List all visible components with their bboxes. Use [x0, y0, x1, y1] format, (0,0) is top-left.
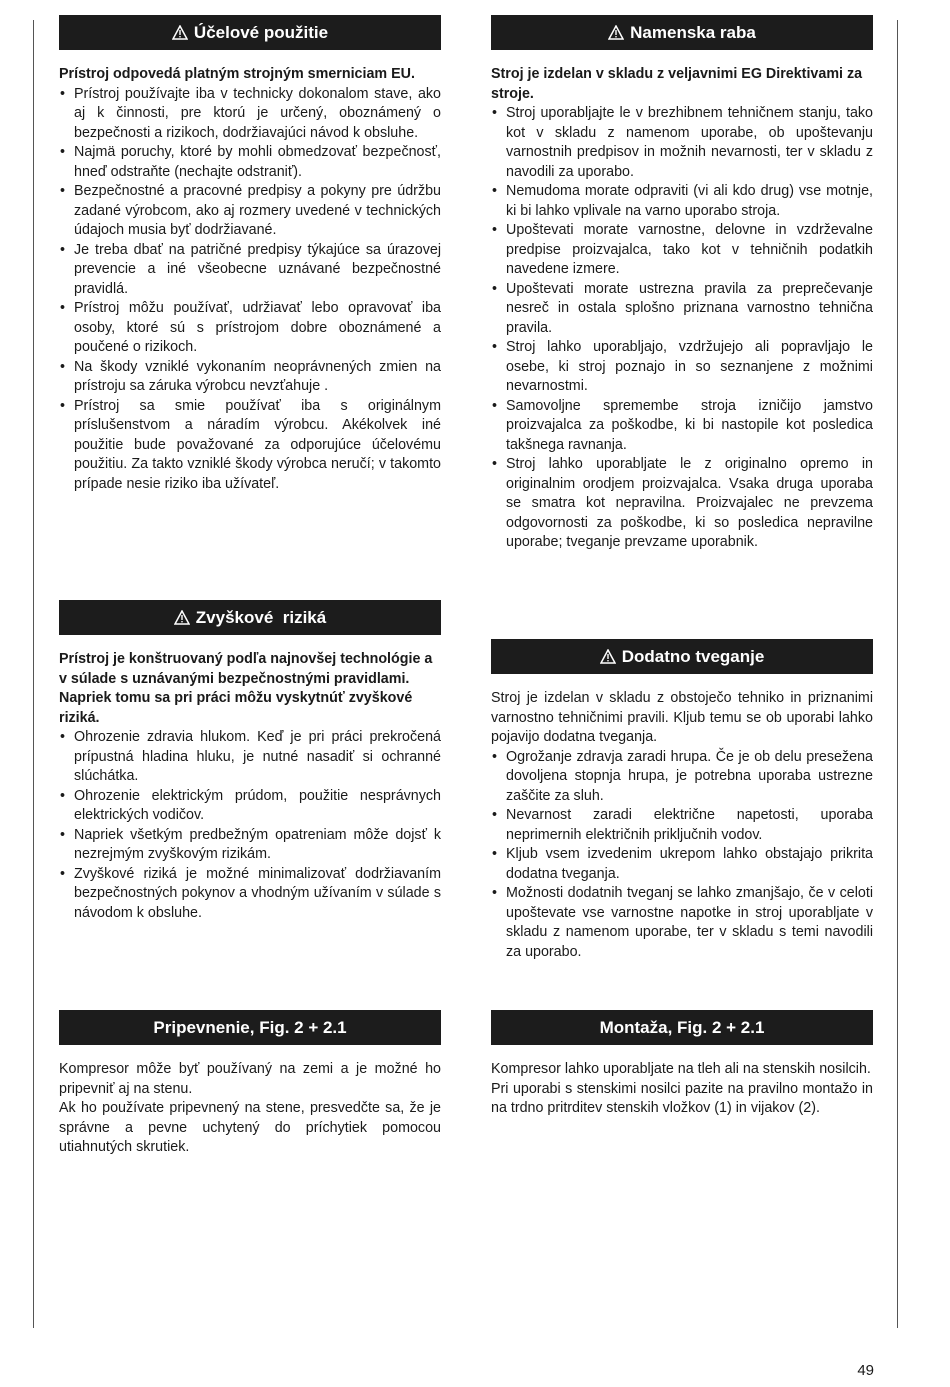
warning-triangle-icon [174, 610, 190, 625]
bullet-list [59, 728, 441, 923]
list-item: • Kljub vsem izvedenim ukrepom lahko obstajajo prikrita dodatna tveganja. [491, 845, 873, 884]
right-section-additional-risk [491, 639, 873, 962]
page-number: 49 [857, 1362, 874, 1379]
right-margin-rule [897, 20, 898, 1328]
bullet-list [59, 85, 441, 495]
bullet-list [491, 104, 873, 553]
left-section-intended-use [59, 15, 441, 494]
section-title: Montaža, Fig. 2 + 2.1 [599, 1017, 765, 1037]
section-lead: Stroj je izdelan v skladu z obstoječo tehniko in priznanimi varnostno tehničnimi pravili. Kljub temu se ob uporabi lahko pojavijo dodatna tveganja. [491, 690, 873, 745]
section-title: Pripevnenie, Fig. 2 + 2.1 [153, 1017, 347, 1037]
paragraph: Kompresor môže byť používaný na zemi a je možné ho pripevniť aj na stenu. [59, 1061, 441, 1097]
list-item: • Prístroj môžu používať, udržiavať lebo opravovať iba osoby, ktoré sú s prístrojom dobre oboznámené a poučené o rizikoch. [59, 299, 441, 358]
section-title: Účelové použitie [193, 22, 329, 42]
list-item: • Upoštevati morate ustrezna pravila za preprečevanje nesreč in ostala splošno priznana varnostno tehnična pravila. [491, 280, 873, 339]
list-item: • Prístroj používajte iba v technicky dokonalom stave, ako aj k činnosti, pre ktorú je určený, oboznámený o bezpečnosti a rizikoch, dodržiavajúci návod k obsluhe. [59, 85, 441, 144]
list-item: • Bezpečnostné a pracovné predpisy a pokyny pre údržbu zadané výrobcom, ako aj rozmery uvedené v technických údajoch musia byť dodržiavané. [59, 182, 441, 241]
section-title: Namenska raba [630, 22, 756, 42]
left-section-residual-risks [59, 600, 441, 923]
list-item: • Zvyškové riziká je možné minimalizovať dodržiavaním bezpečnostných pokynov a vhodným užívaním v súlade s návodom k obsluhe. [59, 865, 441, 924]
list-item: • Na škody vzniklé vykonaním neoprávnených zmien na prístroju sa záruka výrobcu nevzťahuje . [59, 358, 441, 397]
list-item: • Prístroj sa smie používať iba s originálnym príslušenstvom a náradím výrobcu. Akékolvek iné použitie bude považované za odporujúce účelovému použitiu. Za takto vzniklé škody výrobca neručí; v takomto prípade nesie riziko iba užívateľ. [59, 397, 441, 495]
section-lead: Prístroj je konštruovaný podľa najnovšej technológie a v súlade s uznávanými bezpečnostnými pravidlami. Napriek tomu sa pri práci môžu vyskytnúť zvyškové riziká. [59, 651, 433, 726]
list-item: • Stroj lahko uporabljate le z originalno opremo in originalnim orodjem proizvajalca. Vsaka druga uporaba se smatra kot nepravilna. Proizvajalec ne prevzema odgovornosti za poškodbe, ki so posledica nepravilne uporabe; tveganje prevzame uporabnik. [491, 455, 873, 553]
left-margin-rule [33, 20, 34, 1328]
paragraph: Ak ho používate pripevnený na stene, presvedčte sa, že je správne a pevne uchytený do príchytiek pomocou utiahnutých skrutiek. [59, 1100, 441, 1155]
section-title: Dodatno tveganje [621, 646, 765, 666]
warning-triangle-icon [608, 25, 624, 40]
paragraph: Kompresor lahko uporabljate na tleh ali na stenskih nosilcih. [491, 1061, 871, 1077]
warning-triangle-icon [172, 25, 188, 40]
paragraph: Pri uporabi s stenskimi nosilci pazite na pravilno montažo in na trdno pritrditev stenskih vložkov (1) in vijakov (2). [491, 1080, 873, 1116]
bullet-list [491, 748, 873, 963]
section-header [491, 15, 873, 50]
list-item: • Upoštevati morate varnostne, delovne in vzdrževalne predpise proizvajalca, tako kot v tehničnih podatkih navedene izmere. [491, 221, 873, 280]
right-section-mounting [491, 1010, 873, 1119]
section-lead: Prístroj odpovedá platným strojným smerniciam EU. [59, 66, 415, 82]
list-item: • Nemudoma morate odpraviti (vi ali kdo drug) vse motnje, ki bi lahko vplivale na varno uporabo stroja. [491, 182, 873, 221]
section-header [59, 600, 441, 635]
section-title: Zvyškové riziká [195, 607, 327, 627]
list-item: • Najmä poruchy, ktoré by mohli obmedzovať bezpečnosť, hneď odstraňte (nechajte odstraniť). [59, 143, 441, 182]
list-item: • Nevarnost zaradi električne napetosti, uporaba neprimernih električnih priključnih vodov. [491, 806, 873, 845]
list-item: • Ogrožanje zdravja zaradi hrupa. Če je ob delu presežena dovoljena stopnja hrupa, je potrebna uporaba ustrezne zaščite za sluh. [491, 748, 873, 807]
list-item: • Ohrozenie zdravia hlukom. Keď je pri práci prekročená prípustná hladina hluku, je nutné nasadiť si ochranné slúchátka. [59, 728, 441, 787]
list-item: • Napriek všetkým predbežným opatreniam môže dojsť k nezrejmým zvyškovým rizikám. [59, 826, 441, 865]
right-section-intended-use [491, 15, 873, 553]
list-item: • Je treba dbať na patričné predpisy týkajúce sa úrazovej prevencie a iné všeobecne uznávané bezpečnostné pravidlá. [59, 241, 441, 300]
list-item: • Možnosti dodatnih tveganj se lahko zmanjšajo, če v celoti upoštevate vse varnostne napotke in stroj uporabljate v skladu z namenom uporabe, ter v skladu s temi navodili za uporabo. [491, 884, 873, 962]
list-item: • Ohrozenie elektrickým prúdom, použitie nesprávnych elektrických vodičov. [59, 787, 441, 826]
section-header [491, 639, 873, 674]
left-section-mounting [59, 1010, 441, 1158]
list-item: • Samovoljne spremembe stroja izničijo jamstvo proizvajalca za poškodbe, ki bi nastopile kot posledica takšnega ravnanja. [491, 397, 873, 456]
list-item: • Stroj lahko uporabljajo, vzdržujejo ali popravljajo le osebe, ki stroj poznajo in so seznanjene z možnimi nevarnostmi. [491, 338, 873, 397]
warning-triangle-icon [600, 649, 616, 664]
section-lead: Stroj je izdelan v skladu z veljavnimi EG Direktivami za stroje. [491, 66, 863, 102]
section-header [59, 1010, 441, 1045]
section-header [491, 1010, 873, 1045]
section-header [59, 15, 441, 50]
list-item: • Stroj uporabljajte le v brezhibnem tehničnem stanju, tako kot v skladu z namenom uporabe, ob upoštevanju varnostnih predpisov in možnih nevarnosti, ter v skladu z navodili za uporabo. [491, 104, 873, 182]
